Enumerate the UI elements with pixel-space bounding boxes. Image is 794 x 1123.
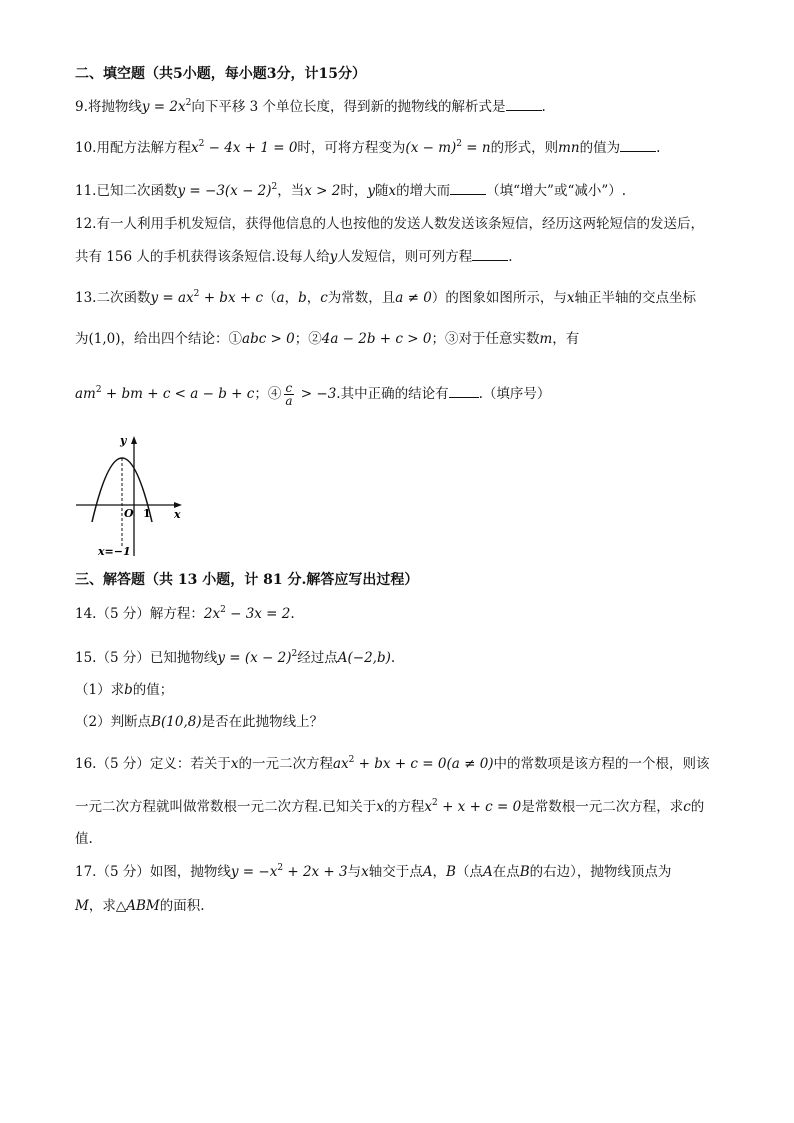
question-16-line-3: 值. (75, 831, 93, 847)
q13-l3-inequality: + bm + c < a − b + c (101, 386, 255, 402)
q10-eq2-rest: = n (462, 140, 491, 156)
q13-var-a: a (276, 290, 285, 306)
q13-text-l3e: .其中正确的结论有 (336, 386, 449, 402)
q13-conclusion-2: 4a − 2b + c > 0 (321, 331, 432, 347)
question-17-line-1 (75, 862, 671, 882)
q16-eq-base: ax (332, 756, 349, 772)
q9-text-after: 向下平移 3 个单位长度，得到新的抛物线的解析式是 (191, 99, 506, 115)
q16-eq2-exp: 2 (432, 798, 438, 808)
q16-text-b: 的一元二次方程 (238, 756, 333, 772)
q15-p1-text-b: 的值； (132, 682, 174, 698)
q14-eq-base: 2x (203, 606, 221, 622)
q11-var-x: x (388, 183, 397, 199)
q17-point-a2: A (482, 864, 493, 880)
q10-eq1-rest: − 4x + 1 = 0 (204, 140, 298, 156)
q13-var-c: c (320, 290, 328, 306)
question-12-line-1: 12.有一人利用手机发短信，获得他信息的人也按他的发送人数发送该条短信，经历这两轮短信的发送后， (75, 216, 704, 232)
q11-text-mid4: 的增大而 (396, 183, 451, 199)
section-2-heading: 二、填空题（共5小题，每小题3分，计15分） (75, 66, 366, 82)
q15-p1-var-b: b (124, 682, 133, 698)
q11-condition: x > 2 (304, 183, 341, 199)
graph-y-label: y (120, 434, 127, 447)
q10-text-before: 10.用配方法解方程 (75, 140, 191, 156)
q15-p2-text-b: 是否在此抛物线上？ (201, 714, 324, 730)
graph-axis-label: x=−1 (98, 545, 131, 558)
q11-exponent: 2 (271, 182, 278, 192)
question-16-line-2 (75, 797, 704, 817)
q16-text-l2a: 一元二次方程就叫做常数根一元二次方程.已知关于 (75, 799, 377, 815)
q11-text-before: 11.已知二次函数 (75, 183, 178, 199)
q17-text-l2b: ，求 (88, 898, 116, 914)
q10-mn: mn (558, 140, 580, 156)
q13-l3-cmp: > −3 (296, 386, 337, 402)
q9-text-before: 9.将抛物线 (75, 99, 142, 115)
parabola-graph (70, 430, 190, 558)
q12-var-y: y (329, 249, 338, 265)
q13-frac-den: a (285, 394, 293, 408)
q17-text-d: （点 (455, 864, 483, 880)
q17-text-b: 与 (347, 864, 362, 880)
q13-conclusion-1: abc > 0 (242, 331, 295, 347)
q10-eq1-base: x (190, 140, 199, 156)
q10-text-mid2: 的形式，则 (490, 140, 559, 156)
q16-eq2-rest: + x + c = 0 (437, 799, 522, 815)
q17-text-c: 轴交于点 (368, 864, 423, 880)
q15-eq-exp: 2 (291, 649, 298, 659)
q11-text-mid3: 随 (375, 183, 389, 199)
q16-eq-rest: + bx + c = 0(a ≠ 0) (354, 756, 494, 772)
q13-text-l2d: ；③对于任意实数 (431, 331, 540, 347)
q17-triangle: △ABM (115, 898, 160, 914)
q13-text-e: 轴正半轴的交点坐标 (574, 290, 696, 306)
q11-var-y: y (367, 183, 376, 199)
q16-text-l2d: 的 (690, 799, 705, 815)
q13-eq-base: y = ax (150, 290, 194, 306)
q13-var-b: b (298, 290, 307, 306)
q16-eq2-base: x (424, 799, 433, 815)
graph-one-label: 1 (143, 507, 151, 520)
q13-text-l3f: .（填序号） (478, 386, 551, 402)
q13-text-l2b: ，给出四个结论：① (120, 331, 243, 347)
q13-point: (1,0) (88, 331, 121, 347)
q16-var-c: c (683, 799, 691, 815)
q14-eq-exp: 2 (220, 605, 226, 615)
q16-text-l2c: 是常数根一元二次方程，求 (521, 799, 684, 815)
q14-end: . (290, 606, 295, 622)
question-15-part-1 (75, 680, 173, 700)
q9-exponent: 2 (185, 98, 192, 108)
q12-answer-blank[interactable] (472, 246, 508, 261)
q17-text-f: 的右边），抛物线顶点为 (529, 864, 672, 880)
question-9 (75, 96, 546, 117)
q13-text-l2e: ，有 (552, 331, 580, 347)
q11-equation: y = −3(x − 2) (177, 183, 272, 199)
q17-point-a: A (422, 864, 433, 880)
q13-l3-base: am (75, 386, 96, 402)
q17-point-b: B (446, 864, 456, 880)
q15-p2-point-b: B(10,8) (151, 714, 202, 730)
q10-answer-blank[interactable] (620, 137, 656, 152)
q11-answer-blank[interactable] (450, 180, 486, 195)
q15-eq-base: y = (x − 2) (217, 650, 292, 666)
question-13-line-3 (75, 381, 550, 407)
q15-p1-text-a: （1）求 (75, 682, 125, 698)
y-axis-arrow (131, 436, 137, 444)
q10-eq2-base: (x − m) (405, 140, 457, 156)
q17-sep: ， (432, 864, 447, 880)
q13-eq-exp: 2 (193, 289, 200, 299)
q13-var-x: x (566, 290, 575, 306)
q13-condition: a ≠ 0 (395, 290, 432, 306)
q15-point-a: A(−2,b) (337, 650, 391, 666)
q10-eq1-exp: 2 (198, 139, 205, 149)
q13-text-c: 为常数，且 (327, 290, 396, 306)
q13-var-m: m (539, 331, 553, 347)
question-15 (75, 648, 395, 668)
q17-var-m: M (75, 898, 89, 914)
q10-end: . (656, 140, 661, 156)
q16-var-x2: x (376, 799, 384, 815)
q13-fraction (283, 382, 294, 407)
q13-l3-exp: 2 (95, 385, 102, 395)
q17-point-b2: B (519, 864, 530, 880)
q14-eq-rest: − 3x = 2 (225, 606, 291, 622)
q11-text-after: （填“增大”或“减小”） (486, 183, 622, 199)
q12-text-a: 共有 156 人的手机获得该条短信.设每人给 (75, 249, 330, 265)
q16-text-a: 16.（5 分）定义：若关于 (75, 756, 231, 772)
q9-answer-blank[interactable] (506, 96, 542, 111)
q13-eq-rest: + bx + c (199, 290, 264, 306)
q15-text-mid: 经过点 (297, 650, 338, 666)
question-10 (75, 137, 660, 158)
q13-sep2: ， (306, 290, 321, 306)
q9-equation: y = 2x (141, 99, 186, 115)
q12-text-b: 人发短信，则可列方程 (337, 249, 473, 265)
q16-var-x: x (230, 756, 239, 772)
q11-end: . (621, 183, 627, 199)
question-13-line-1 (75, 288, 696, 308)
q12-end: . (508, 249, 513, 265)
q15-p2-text-a: （2）判断点 (75, 714, 152, 730)
graph-x-label: x (174, 508, 181, 521)
q10-eq2-exp: 2 (456, 139, 462, 149)
q13-text-l2a: 为 (75, 331, 89, 347)
q11-text-mid1: ，当 (277, 183, 305, 199)
q14-text-before: 14.（5 分）解方程： (75, 606, 204, 622)
q13-text-l2c: ；② (294, 331, 322, 347)
q13-text-b: （ (263, 290, 277, 306)
q13-text-l3c: ；④ (254, 386, 282, 402)
q17-text-a: 17.（5 分）如图，抛物线 (75, 864, 231, 880)
q11-text-mid2: 时， (340, 183, 368, 199)
q10-text-mid: 时，可将方程变为 (297, 140, 406, 156)
q17-eq-exp: 2 (277, 863, 284, 873)
q17-eq-rest: + 2x + 3 (283, 864, 348, 880)
q17-eq-base: y = −x (230, 864, 278, 880)
q17-var-x: x (361, 864, 369, 880)
q16-eq-exp: 2 (348, 755, 355, 765)
q17-text-l2c: 的面积. (159, 898, 205, 914)
q15-text-before: 15.（5 分）已知抛物线 (75, 650, 218, 666)
q9-end: . (541, 99, 546, 115)
question-13-line-2 (75, 329, 579, 349)
q17-text-e: 在点 (492, 864, 520, 880)
question-14 (75, 604, 295, 624)
q13-sep1: ， (284, 290, 299, 306)
q13-answer-blank[interactable] (449, 383, 479, 398)
q13-text-d: ）的图象如图所示，与 (431, 290, 567, 306)
question-15-part-2 (75, 712, 323, 732)
q13-text-a: 13.二次函数 (75, 290, 151, 306)
graph-origin-label: O (124, 507, 134, 520)
q15-end: . (390, 650, 396, 666)
q16-text-c: 中的常数项是该方程的一个根，则该 (493, 756, 710, 772)
section-3-heading: 三、解答题（共 13 小题，计 81 分.解答应写出过程） (75, 572, 419, 588)
question-17-line-2 (75, 896, 205, 916)
question-16-line-1 (75, 754, 710, 774)
question-11 (75, 180, 626, 201)
q10-text-after: 的值为 (579, 140, 621, 156)
q13-frac-num: c (285, 381, 293, 395)
q16-text-l2b: 的方程 (383, 799, 425, 815)
question-12-line-2 (75, 246, 513, 267)
